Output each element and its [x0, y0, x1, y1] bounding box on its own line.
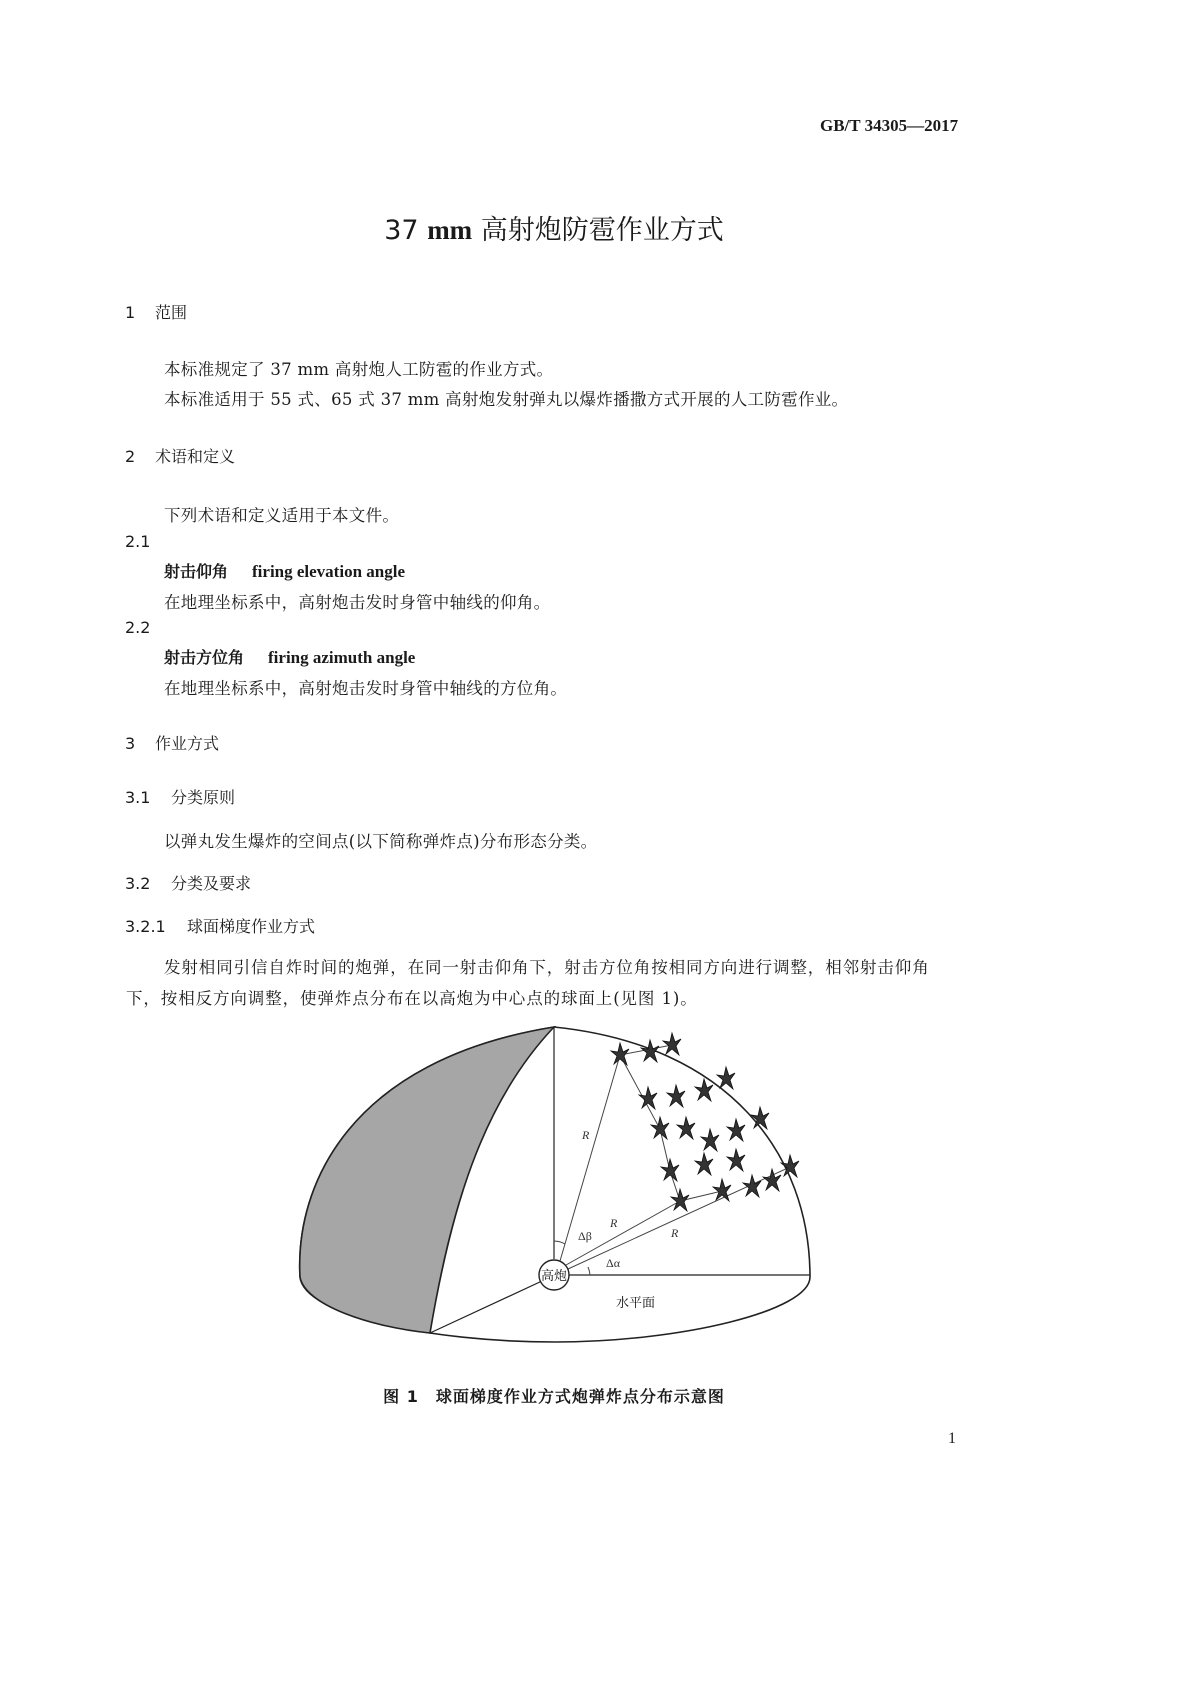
scope-paragraph-1: 本标准规定了 37 mm 高射炮人工防雹的作业方式。	[164, 360, 554, 379]
terms-intro: 下列术语和定义适用于本文件。	[164, 506, 400, 525]
term-number: 2.1	[125, 532, 151, 551]
section-number: 1	[125, 303, 136, 322]
term-english: firing elevation angle	[252, 562, 405, 581]
hemisphere-diagram	[290, 1015, 830, 1355]
title-unit: mm	[427, 215, 473, 245]
section-3-heading	[125, 731, 219, 754]
section-label: 范围	[155, 303, 188, 322]
document-title	[0, 208, 1108, 247]
section-number: 3.1	[125, 788, 151, 807]
section-number: 3	[125, 734, 136, 753]
radius-label: R	[671, 1226, 679, 1240]
figure-1	[290, 1015, 830, 1359]
scope-paragraph-2: 本标准适用于 55 式、65 式 37 mm 高射炮发射弹丸以爆炸播撒方式开展的人工防雹作业。	[164, 390, 849, 409]
section-number: 3.2	[125, 874, 151, 893]
term-entry	[164, 645, 415, 668]
page-number: 1	[948, 1430, 956, 1447]
section-label: 分类及要求	[171, 874, 252, 893]
figure-caption: 图 1 球面梯度作业方式炮弹炸点分布示意图	[383, 1387, 725, 1406]
section-number: 2	[125, 447, 136, 466]
section-3-2-1-heading	[125, 914, 315, 937]
title-text: 高射炮防雹作业方式	[480, 215, 724, 246]
section-1-heading	[125, 300, 187, 323]
delta-beta-label: Δβ	[578, 1229, 592, 1243]
radius-label: R	[582, 1128, 590, 1142]
gun-label: 高炮	[540, 1269, 568, 1284]
radius-label: R	[610, 1216, 618, 1230]
section-label: 球面梯度作业方式	[187, 917, 316, 936]
section-label: 分类原则	[171, 788, 236, 807]
term-number: 2.2	[125, 618, 151, 637]
term-definition: 在地理坐标系中，高射炮击发时身管中轴线的仰角。	[164, 593, 551, 612]
section-2-heading	[125, 444, 235, 467]
section-label: 术语和定义	[155, 447, 236, 466]
term-chinese: 射击仰角	[164, 562, 229, 581]
term-entry	[164, 559, 405, 582]
horizontal-plane-label: 水平面	[616, 1296, 656, 1311]
section-number: 3.2.1	[125, 917, 166, 936]
term-english: firing azimuth angle	[268, 648, 416, 667]
section-3-1-heading	[125, 785, 235, 808]
classification-paragraph: 以弹丸发生爆炸的空间点(以下简称弹炸点)分布形态分类。	[164, 832, 598, 851]
section-label: 作业方式	[155, 734, 220, 753]
title-number: 37	[384, 215, 419, 246]
term-definition: 在地理坐标系中，高射炮击发时身管中轴线的方位角。	[164, 679, 568, 698]
standard-number: GB/T 34305—2017	[820, 116, 959, 135]
burst-marker	[717, 1067, 735, 1089]
burst-marker	[663, 1033, 681, 1055]
section-3-2-heading	[125, 871, 251, 894]
term-chinese: 射击方位角	[164, 648, 245, 667]
delta-alpha-label: Δα	[606, 1256, 621, 1270]
method-paragraph: 发射相同引信自炸时间的炮弹，在同一射击仰角下，射击方位角按相同方向进行调整，相邻射击仰角下，按相反方向调整，使弹炸点分布在以高炮为中心点的球面上(见图 1)。	[126, 958, 930, 1008]
